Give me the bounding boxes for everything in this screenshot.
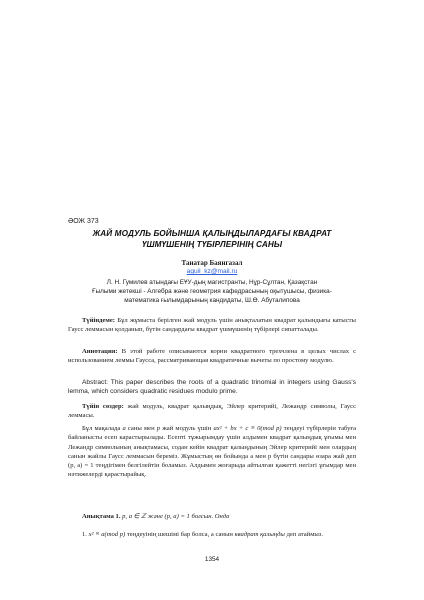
kazakh-abstract-label: Түйіндеме: bbox=[82, 317, 116, 324]
keywords bbox=[68, 402, 356, 421]
definition-item-1 bbox=[68, 530, 356, 539]
russian-abstract-text: В этой работе описываются корни квадратного трехчлена в целых числах с использованием леммы Гаусса, рассматривающая квадратичные вычеты по простому модулю. bbox=[68, 348, 356, 365]
definition-text: p, a ∈ ℤ және (p, a) = 1 болсын. Онда bbox=[122, 513, 230, 520]
congruence-equation: ax² + bx + c ≡ 0(mod p) bbox=[213, 425, 282, 432]
english-abstract bbox=[68, 378, 356, 397]
congruence-equation: x² ≡ a(mod p) bbox=[88, 531, 126, 538]
document-page bbox=[68, 0, 356, 600]
title-line-1: ЖАЙ МОДУЛЬ БОЙЫНША ҚАЛЫҢДЫЛАРДАҒЫ КВАДРАТ bbox=[92, 229, 332, 238]
russian-abstract bbox=[68, 347, 356, 366]
keywords-text: жай модуль, квадрат қалыңдық, Эйлер критерийі, Лежандр символы, Гаусс леммасы. bbox=[68, 403, 356, 420]
definition-label: Анықтама 1. bbox=[82, 513, 121, 520]
paper-title bbox=[68, 228, 356, 250]
math-var: a bbox=[122, 425, 126, 432]
body-paragraph-1 bbox=[68, 424, 356, 480]
body-text: теңдеуі түбірлерін табуға байланысты есеп карастырылады. Есепті тұжырымдау үшін алдымен квадрат қалыңдық ұғымы мен Лежандр символының анықтамасы, содан кейін квадрат қалыңдының Эйлер критерийі мен олардың санын жайлы Гаусс леммасын береміз. Жұмыстың өн бойында a мен p бүтін сандары өзара жай деп (p, a) = 1 теңдігімен белгілейтін боламыз. Алдымен жоғарыда айтылған қажетті негізгі ұғымдар мен нәтижелерді қарастырайық. bbox=[68, 425, 357, 479]
keywords-label: Түйін сөздер: bbox=[82, 403, 124, 410]
russian-abstract-label: Аннотация: bbox=[82, 348, 118, 355]
item-number: 1. bbox=[82, 531, 87, 538]
item-text: теңдеуінің шешімі бар болса, a санын bbox=[126, 531, 233, 538]
affiliation-line-3: математика ғылымдарының кандидаты, Ш.Ө. Абуталипова bbox=[124, 297, 300, 304]
definition-1 bbox=[68, 512, 356, 521]
body-text: Бұл мақалада bbox=[82, 425, 121, 432]
author-email[interactable]: aguil_kz@mail.ru bbox=[186, 268, 238, 275]
math-var: p bbox=[156, 425, 161, 432]
body-text: жай модуль үшін bbox=[162, 425, 212, 432]
kazakh-abstract bbox=[68, 316, 356, 335]
item-text: деп атаймыз. bbox=[286, 531, 324, 538]
udc-code: ӘОЖ 373 bbox=[68, 218, 99, 225]
affiliation-line-2: Ғылыми жетекші - Алгебра және геометрия кафедрасының оқытушысы, физика- bbox=[92, 288, 332, 295]
author-name: Танатар Баянгазал bbox=[181, 259, 243, 267]
title-line-2: ҮШМҮШЕНІҢ ТҮБІРЛЕРІНІҢ САНЫ bbox=[141, 240, 283, 249]
defined-term: квадрат қалыңды bbox=[234, 531, 285, 538]
kazakh-abstract-text: Бұл жұмыста берілген жай модуль үшін анықталатын квадрат қалындығы катысты Гаусс леммасын қолданып, бүтін сандардағы квадрат үшмүшенің түбірлері сипатталады. bbox=[68, 317, 356, 334]
english-abstract-text: Abstract: This paper describes the roots of a quadratic trinomial in integers using Gauss's lemma, which considers quadratic residues modulo prime. bbox=[68, 379, 356, 396]
page-number: 1354 bbox=[204, 556, 220, 563]
affiliation bbox=[68, 278, 356, 305]
body-text: саны мен bbox=[127, 425, 155, 432]
affiliation-line-1: Л. Н. Гумилев атындағы ЕҰУ-дың магистранты, Нұр-Сұлтан, Қазақстан bbox=[106, 279, 318, 286]
